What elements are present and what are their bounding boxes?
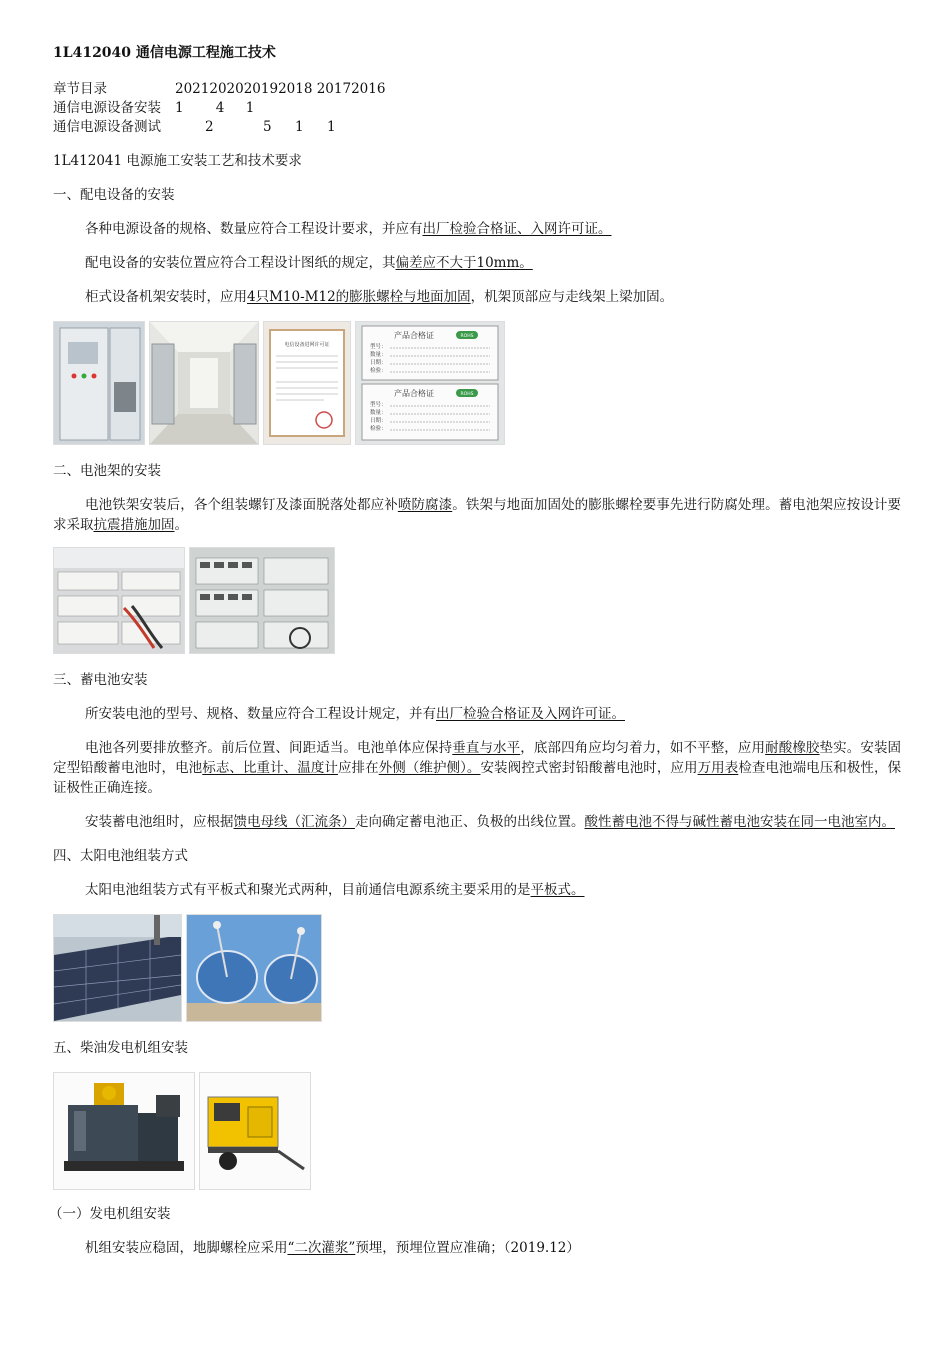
svg-text:产品合格证: 产品合格证 <box>394 389 434 398</box>
diesel-generator-photo <box>53 1072 195 1190</box>
underlined-text: 抗震措施加固 <box>93 517 175 533</box>
network-license-photo <box>263 321 351 445</box>
toc-cell: 1 <box>175 100 184 116</box>
toc-row <box>53 118 901 137</box>
section-heading: 三、蓄电池安装 <box>53 672 148 688</box>
image-row-distribution <box>53 321 901 445</box>
mobile-generator-photo <box>199 1072 311 1190</box>
paragraph: 机组安装应稳固，地脚螺栓应采用“二次灌浆”预埋，预埋位置应准确；（2019.12） <box>85 1240 580 1256</box>
underlined-text: 外侧（维护侧）。 <box>378 760 481 776</box>
underlined-text: 偏差应不大于10mm。 <box>395 255 533 271</box>
paragraph: 太阳电池组装方式有平板式和聚光式两种，目前通信电源系统主要采用的是平板式。 <box>85 882 585 898</box>
subsection-heading: 1L412041 电源施工安装工艺和技术要求 <box>53 153 302 169</box>
underlined-text: 标志、比重计、温度计 <box>202 760 338 776</box>
underlined-text: “二次灌浆” <box>287 1240 356 1256</box>
svg-text:型号：: 型号： <box>370 402 387 408</box>
equipment-room-photo <box>149 321 259 445</box>
battery-shelf-photo <box>189 547 335 654</box>
image-row-solar <box>53 914 901 1022</box>
section-heading: 四、太阳电池组装方式 <box>53 848 188 864</box>
svg-text:ROHS: ROHS <box>460 392 474 397</box>
section-heading: 五、柴油发电机组安装 <box>53 1040 188 1056</box>
svg-text:型号：: 型号： <box>370 344 387 350</box>
underlined-text: 出厂检验合格证及入网许可证。 <box>436 706 625 722</box>
image-row-generator <box>53 1072 901 1190</box>
underlined-text: 馈电母线（汇流条） <box>233 814 355 830</box>
paragraph: 柜式设备机架安装时，应用4只M10-M12的膨胀螺栓与地面加固，机架顶部应与走线架上梁加固。 <box>85 289 674 305</box>
toc-row <box>53 80 901 99</box>
svg-text:日期：: 日期： <box>370 418 387 424</box>
paragraph: 安装蓄电池组时，应根据馈电母线（汇流条）走向确定蓄电池正、负极的出线位置。酸性蓄电池不得与碱性蓄电池安装在同一电池室内。 <box>85 814 895 830</box>
image-row-battery-rack <box>53 547 901 654</box>
svg-text:检验：: 检验： <box>370 426 387 432</box>
svg-text:数量：: 数量： <box>370 410 387 416</box>
underlined-text: 耐酸橡胶 <box>765 740 820 756</box>
toc-cell: 1 <box>295 119 304 135</box>
toc-cell: 通信电源设备测试 <box>53 119 161 135</box>
underlined-text: 酸性蓄电池不得与碱性蓄电池安装在同一电池室内。 <box>584 814 895 830</box>
paragraph: 电池铁架安装后，各个组装螺钉及漆面脱落处都应补喷防腐漆。铁架与地面加固处的膨胀螺栓要事先进行防腐处理。蓄电池架应按设计要求采取抗震措施加固。 <box>53 497 902 533</box>
toc-cell: 通信电源设备安装 <box>53 100 161 116</box>
svg-text:数量：: 数量： <box>370 352 387 358</box>
toc-cell: 5 <box>263 119 272 135</box>
svg-text:ROHS: ROHS <box>460 334 474 339</box>
underlined-text: 垂直与水平 <box>452 740 521 756</box>
underlined-text: 4只M10-M12的膨胀螺栓与地面加固 <box>247 289 471 305</box>
document-title: 1L412040 通信电源工程施工技术 <box>53 45 276 61</box>
paragraph: 电池各列要排放整齐。前后位置、间距适当。电池单体应保持垂直与水平，底部四角应均匀着力，如不平整，应用耐酸橡胶垫实。安装固定型铅酸蓄电池时，电池标志、比重计、温度计应排在外侧（维护侧）。安装阀控式密封铅酸蓄电池时，应用万用表检查电池端电压和极性，保证极性正确连接。 <box>53 740 902 796</box>
paragraph: 各种电源设备的规格、数量应符合工程设计要求，并应有出厂检验合格证、入网许可证。 <box>85 221 612 237</box>
toc-cell: 1 <box>327 119 336 135</box>
distribution-cabinet-photo <box>53 321 145 445</box>
svg-text:产品合格证: 产品合格证 <box>394 331 434 340</box>
flat-solar-panel-photo <box>53 914 182 1022</box>
paragraph: 所安装电池的型号、规格、数量应符合工程设计规定，并有出厂检验合格证及入网许可证。 <box>85 706 625 722</box>
underlined-text: 万用表 <box>697 760 739 776</box>
chapter-toc <box>53 80 901 137</box>
toc-cell: 2021202020192018 20172016 <box>175 81 386 97</box>
toc-cell: 章节目录 <box>53 81 107 97</box>
svg-text:检验：: 检验： <box>370 368 387 374</box>
paragraph: 配电设备的安装位置应符合工程设计图纸的规定，其偏差应不大于10mm。 <box>85 255 533 271</box>
svg-text:电信设备进网许可证: 电信设备进网许可证 <box>284 342 330 348</box>
toc-cell: 4 <box>215 100 225 116</box>
underlined-text: 喷防腐漆 <box>397 497 453 513</box>
toc-cell: 1 <box>245 100 255 116</box>
toc-row <box>53 99 901 118</box>
section-heading: 二、电池架的安装 <box>53 463 161 479</box>
subsection-heading: （一）发电机组安装 <box>49 1206 171 1222</box>
underlined-text: 出厂检验合格证、入网许可证。 <box>422 221 612 237</box>
section-heading: 一、配电设备的安装 <box>53 187 175 203</box>
toc-cell: 2 <box>205 119 214 135</box>
battery-rack-photo <box>53 547 185 654</box>
product-certificate-photo <box>355 321 505 445</box>
concentrating-solar-photo <box>186 914 322 1022</box>
svg-text:日期：: 日期： <box>370 360 387 366</box>
underlined-text: 平板式。 <box>530 882 585 898</box>
document-page <box>49 42 902 1258</box>
